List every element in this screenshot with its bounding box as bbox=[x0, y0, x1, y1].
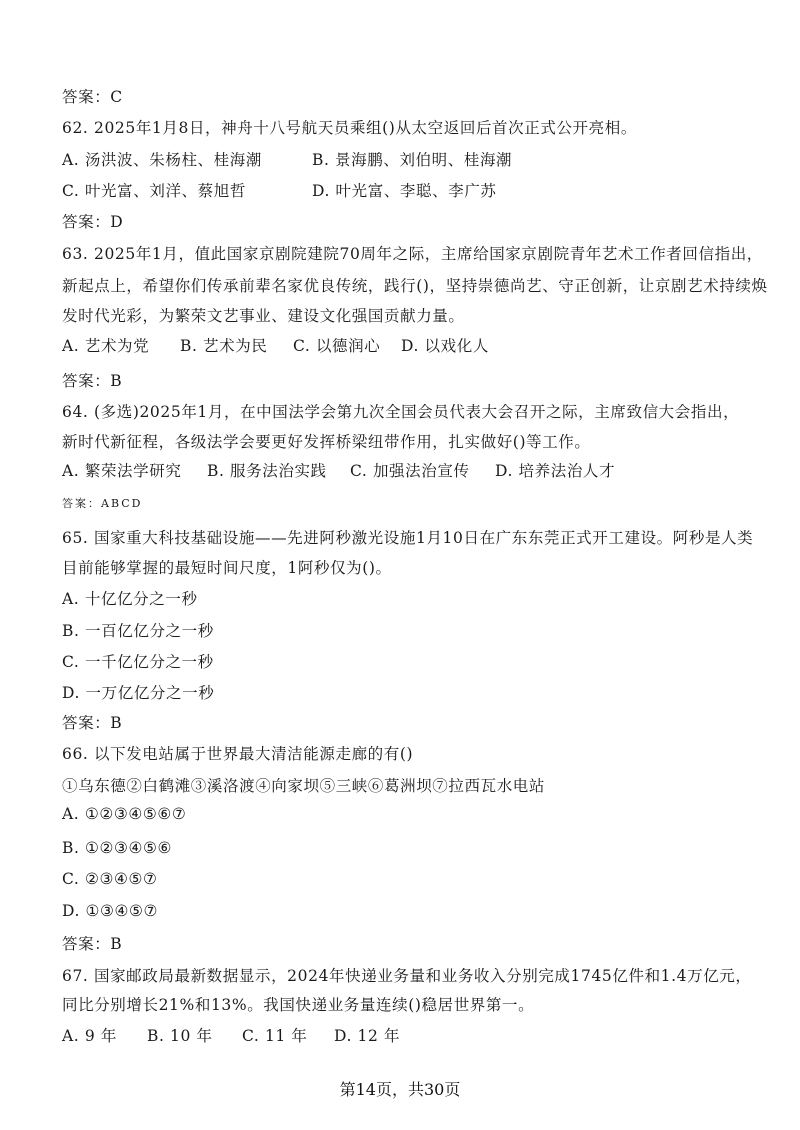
question-67-line-1: 67. 国家邮政局最新数据显示，2024年快递业务量和业务收入分别完成1745亿件和1.4万亿元， bbox=[62, 967, 752, 985]
option-67-a: A. 9 年 bbox=[62, 1027, 117, 1045]
answer-65: 答案：B bbox=[62, 714, 123, 732]
answer-62: 答案：D bbox=[62, 213, 124, 231]
option-66-a: A. ①②③④⑤⑥⑦ bbox=[62, 805, 187, 823]
option-65-c: C. 一千亿亿分之一秒 bbox=[62, 653, 214, 671]
option-64-c: C. 加强法治宣传 bbox=[350, 462, 470, 480]
question-64-line-1: 64. (多选)2025年1月，在中国法学会第九次全国会员代表大会召开之际，主席致信大会指出， bbox=[62, 403, 740, 421]
question-63-line-1: 63. 2025年1月，值此国家京剧院建院70周年之际，主席给国家京剧院青年艺术工作者回信指出， bbox=[62, 245, 763, 263]
options-63 bbox=[62, 336, 489, 356]
question-62: 62. 2025年1月8日，神舟十八号航天员乘组()从太空返回后首次正式公开亮相。 bbox=[62, 119, 637, 137]
option-63-c: C. 以德润心 bbox=[293, 337, 381, 355]
option-67-c: C. 11 年 bbox=[242, 1027, 308, 1045]
option-65-b: B. 一百亿亿分之一秒 bbox=[62, 622, 214, 640]
question-63-line-2: 新起点上，希望你们传承前辈名家优良传统，践行()，坚持崇德尚艺、守正创新，让京剧艺术持续焕 bbox=[62, 277, 768, 295]
option-62-b: B. 景海鹏、刘伯明、桂海潮 bbox=[312, 151, 513, 169]
question-67-line-2: 同比分别增长21%和13%。我国快递业务量连续()稳居世界第一。 bbox=[62, 996, 535, 1014]
option-64-b: B. 服务法治实践 bbox=[207, 462, 327, 480]
option-62-a: A. 汤洪波、朱杨柱、桂海潮 bbox=[62, 151, 262, 169]
options-67 bbox=[62, 1026, 400, 1046]
option-62-c: C. 叶光富、刘洋、蔡旭哲 bbox=[62, 182, 246, 200]
option-63-a: A. 艺术为党 bbox=[62, 337, 150, 355]
option-66-b: B. ①②③④⑤⑥ bbox=[62, 839, 173, 857]
answer-61: 答案：C bbox=[62, 88, 123, 106]
page-footer: 第14页，共30页 bbox=[339, 1080, 461, 1099]
option-63-b: B. 艺术为民 bbox=[180, 337, 268, 355]
question-65-line-1: 65. 国家重大科技基础设施——先进阿秒激光设施1月10日在广东东莞正式开工建设。阿秒是人类 bbox=[62, 529, 754, 547]
answer-64: 答案：ABCD bbox=[62, 497, 143, 510]
question-66-stations: ①乌东德②白鹤滩③溪洛渡④向家坝⑤三峡⑥葛洲坝⑦拉西瓦水电站 bbox=[62, 777, 546, 795]
option-64-a: A. 繁荣法学研究 bbox=[62, 462, 182, 480]
option-66-c: C. ②③④⑤⑦ bbox=[62, 870, 158, 888]
option-63-d: D. 以戏化人 bbox=[401, 337, 489, 355]
option-67-d: D. 12 年 bbox=[334, 1027, 401, 1045]
option-64-d: D. 培养法治人才 bbox=[495, 462, 616, 480]
question-63-line-3: 发时代光彩，为繁荣文艺事业、建设文化强国贡献力量。 bbox=[62, 307, 465, 325]
options-64 bbox=[62, 461, 615, 481]
option-62-d: D. 叶光富、李聪、李广苏 bbox=[312, 182, 497, 200]
option-66-d: D. ①③④⑤⑦ bbox=[62, 902, 159, 920]
option-67-b: B. 10 年 bbox=[147, 1027, 213, 1045]
answer-63: 答案：B bbox=[62, 372, 123, 390]
question-64-line-2: 新时代新征程，各级法学会要更好发挥桥梁纽带作用，扎实做好()等工作。 bbox=[62, 433, 591, 451]
answer-66: 答案：B bbox=[62, 935, 123, 953]
question-66: 66. 以下发电站属于世界最大清洁能源走廊的有() bbox=[62, 745, 414, 763]
question-65-line-2: 目前能够掌握的最短时间尺度，1阿秒仅为()。 bbox=[62, 559, 392, 577]
option-65-a: A. 十亿亿分之一秒 bbox=[62, 590, 198, 608]
option-65-d: D. 一万亿亿分之一秒 bbox=[62, 684, 215, 702]
